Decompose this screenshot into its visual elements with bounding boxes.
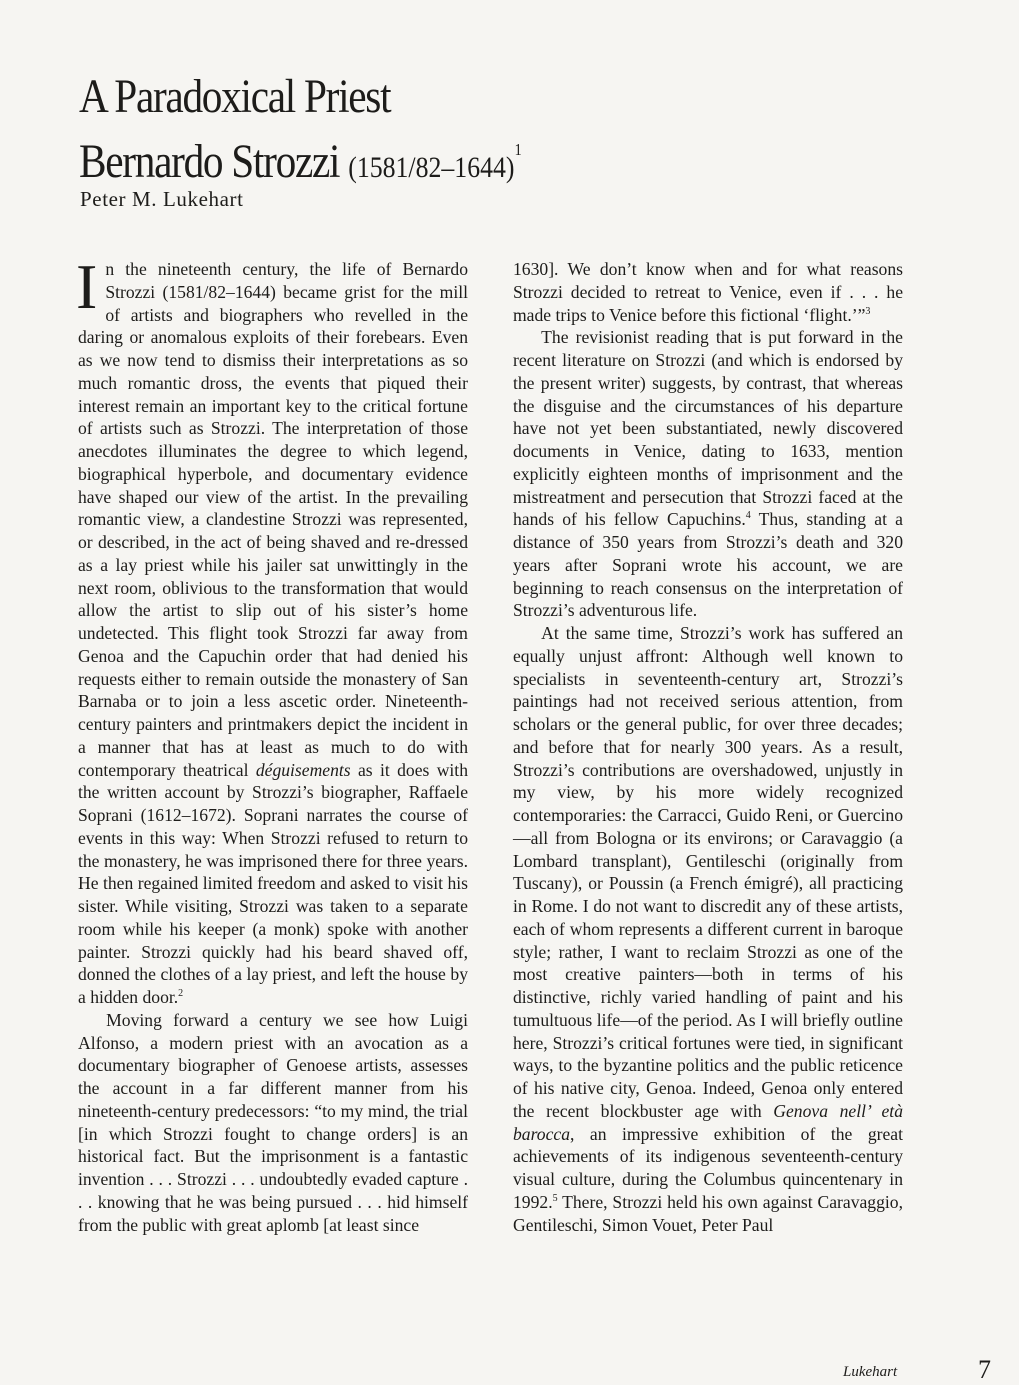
title-footnote-ref[interactable]: 1 — [514, 140, 521, 159]
paragraph-1-text-a: n the nineteenth century, the life of Bernardo Strozzi (1581/82–1644) became grist for the mill of artists and biographers who revelled in the daring or anomalous exploits of their forebears. Even as we now tend to dismiss their interpretations as so much romantic dross, the events that piqued their interest remain an important key to the critical fortune of artists such as Strozzi. The interpretation of those anecdotes illuminates the degree to which legend, biographical hyperbole, and documentary evidence have shaped our view of the artist. In the prevailing romantic view, a clandestine Strozzi was represented, or described, in the act of being shaved and re-dressed as a lay priest while his jailer sat unwittingly in the next room, oblivious to the transformation that would allow the artist to slip out of his sister’s home undetected. This flight took Strozzi far away from Genoa and the Capuchin order that had denied his requests either to remain outside the monastery of San Barnaba or to join a less ascetic order. Nineteenth-century painters and printmakers depict the incident in a manner that has at least as much to do with contemporary theatrical — [78, 259, 468, 780]
paragraph-4-text-a: The revisionist reading that is put forward in the recent literature on Strozzi (and which is endorsed by the present writer) suggests, by contrast, that whereas the disguise and the circumstances of his departure have not yet been substantiated, newly discovered documents in Venice, dating to 1633, mention explicitly eighteen months of imprisonment and the mistreatment and persecution that Strozzi faced at the hands of his fellow Capuchins. — [513, 327, 903, 530]
paragraph-5 — [513, 622, 903, 1236]
article-title — [79, 70, 521, 194]
paragraph-1-italic: déguisements — [255, 759, 351, 780]
paragraph-4-text-b: Thus, standing at a distance of 350 years from Strozzi’s death and 320 years after Soprani wrote his account, we are beginning to reach consensus on the interpretation of Strozzi’s adventurous life. — [513, 509, 903, 621]
footnote-ref-3[interactable]: 3 — [865, 305, 871, 317]
title-line-1: A Paradoxical Priest — [79, 70, 391, 123]
paragraph-1-text-b: as it does with the written account by Strozzi’s biographer, Raffaele Soprani (1612–1672). Soprani narrates the course of events in this way: When Strozzi refused to return to the monastery, he was imprisoned there for three years. He then regained limited freedom and asked to visit his sister. While visiting, Strozzi was taken to a separate room while his keeper (a monk) spoke with another painter. Strozzi quickly had his beard shaved off, donned the clothes of a lay priest, and left the house by a hidden door. — [78, 759, 468, 1007]
paragraph-5-italic: Genova nell’ età barocca — [513, 1100, 903, 1144]
page-number: 7 — [978, 1355, 991, 1384]
paragraph-3 — [513, 258, 903, 326]
running-head: Lukehart — [843, 1364, 898, 1380]
paragraph-5-text-c: There, Strozzi held his own against Caravaggio, Gentileschi, Simon Vouet, Peter Paul — [513, 1191, 903, 1235]
footnote-ref-5[interactable]: 5 — [552, 1192, 558, 1204]
left-column — [76, 251, 468, 1236]
right-column — [513, 258, 903, 1236]
paragraph-2: Moving forward a century we see how Luigi Alfonso, a modern priest with an avocation as a documentary biographer of Genoese artists, assesses the account in a far different manner from his nineteenth-century predecessors: “to my mind, the trial [in which Strozzi fought to change orders] is an historical fact. But the imprisonment is a fantastic invention . . . Strozzi . . . undoubtedly evaded capture . . . knowing that he was being pursued . . . hid himself from the public with great aplomb [at least since — [78, 1009, 468, 1235]
paragraph-5-text-b: , an impressive exhibition of the great achievements of its indigenous seventeenth-century visual culture, during the Columbus quincentenary in 1992. — [513, 1123, 903, 1212]
paragraph-1 — [76, 251, 468, 1009]
footnote-ref-2[interactable]: 2 — [178, 988, 184, 999]
title-dates: (1581/82–1644) — [348, 151, 515, 184]
paragraph-5-text-a: At the same time, Strozzi’s work has suffered an equally unjust affront: Although well known to specialists in seventeenth-century art, Strozzi’s paintings had not received serious attention, from scholars or the general public, for over three decades; and before that for nearly 300 years. As a result, Strozzi’s contributions are overshadowed, unjustly in my view, by his more widely recognized contemporaries: the Carracci, Guido Reni, or Guercino—all from Bologna or its environs; or Caravaggio (a Lombard transplant), Gentileschi (originally from Tuscany), or Poussin (a French émigré), all practicing in Rome. I do not want to discredit any of these artists, each of whom represents a different current in baroque style; rather, I want to reclaim Strozzi as one of the most creative painters—both in terms of his distinctive, richly varied handling of paint and his tumultuous life—of the period. As I will briefly outline here, Strozzi’s critical fortunes were tied, in significant ways, to the byzantine politics and the public reticence of his native city, Genoa. Indeed, Genoa only entered the recent blockbuster age with — [513, 623, 903, 1121]
footnote-ref-4[interactable]: 4 — [745, 510, 751, 522]
paragraph-3-text: 1630]. We don’t know when and for what reasons Strozzi decided to retreat to Venice, even if . . . he made trips to Venice before this fictional ‘flight.’” — [513, 259, 903, 325]
title-line-2: Bernardo Strozzi — [79, 135, 340, 188]
drop-cap: I — [76, 251, 98, 322]
paragraph-4 — [513, 326, 903, 622]
author-byline: Peter M. Lukehart — [80, 187, 244, 211]
